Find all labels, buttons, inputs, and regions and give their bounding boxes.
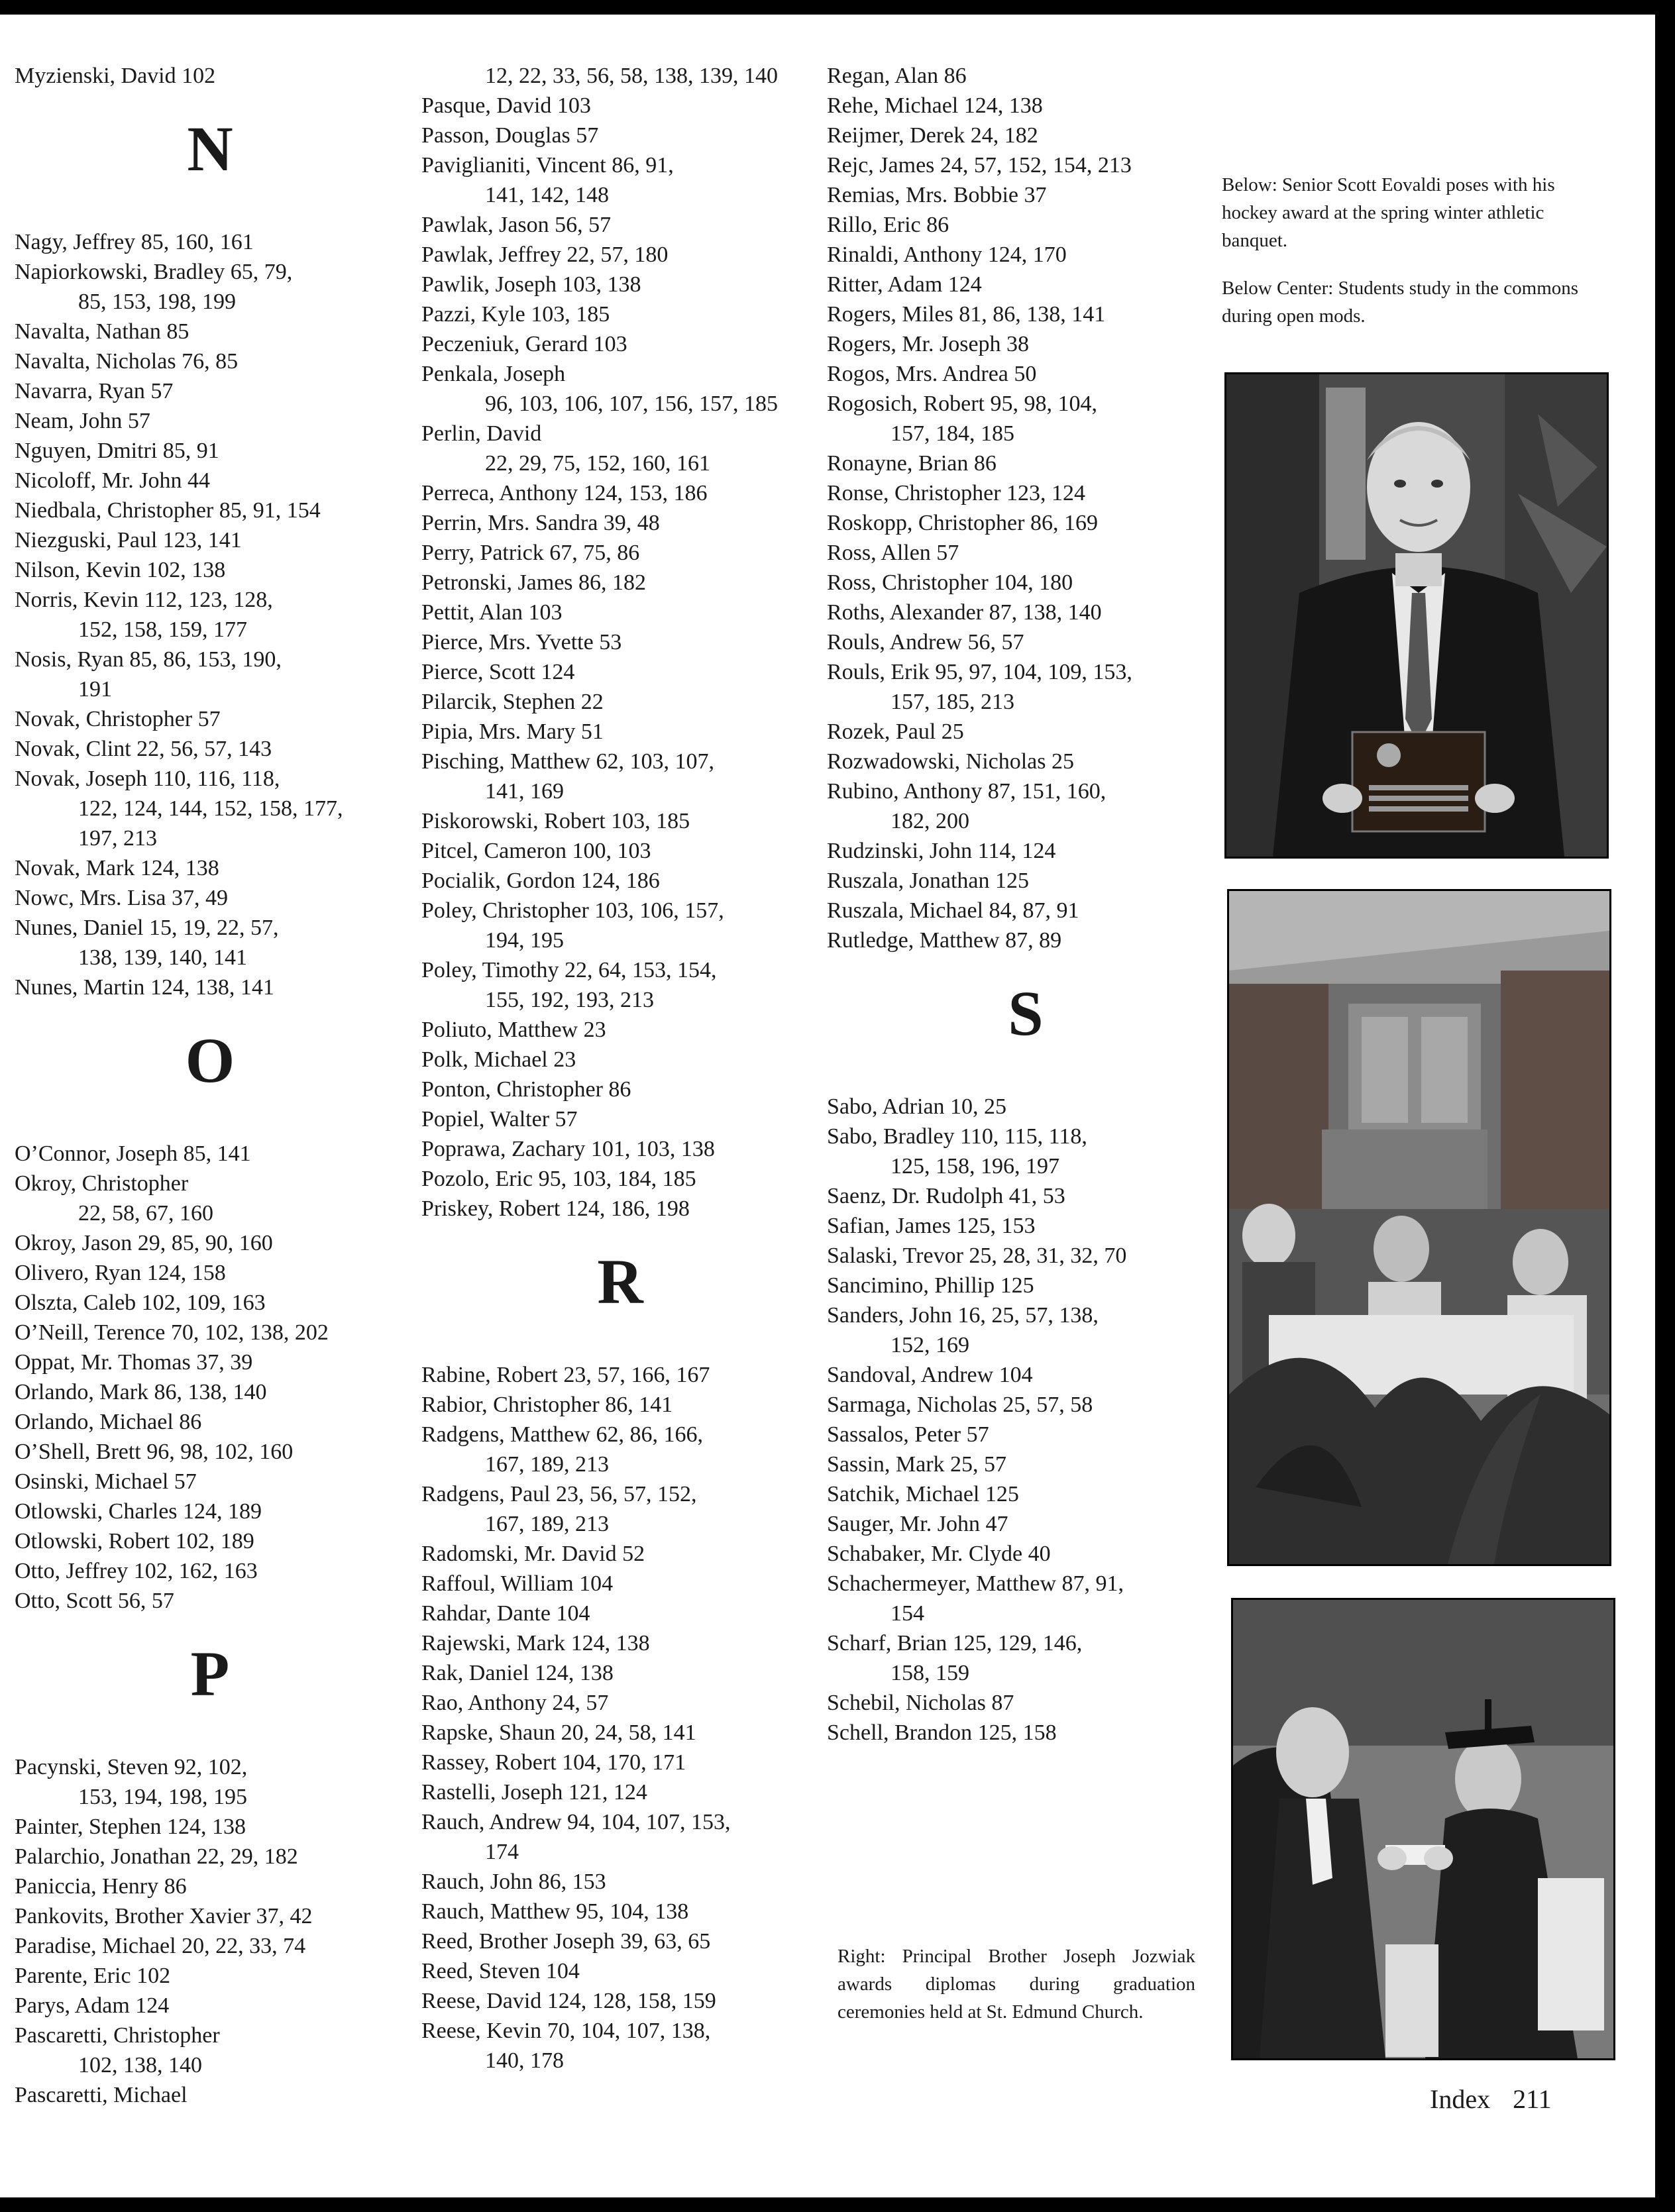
index-entry: Navarra, Ryan 57 (15, 379, 174, 403)
page-border-top (0, 0, 1675, 15)
index-entry: Novak, Joseph 110, 116, 118, (15, 766, 280, 791)
index-entry: Rinaldi, Anthony 124, 170 (827, 242, 1067, 267)
index-entry: Rogers, Miles 81, 86, 138, 141 (827, 302, 1106, 327)
index-entry: Radgens, Paul 23, 56, 57, 152, (421, 1482, 697, 1506)
index-entry-continuation: 174 (485, 1840, 519, 1864)
photo-graduation-diploma (1231, 1598, 1615, 2060)
index-entry: Nosis, Ryan 85, 86, 153, 190, (15, 647, 282, 672)
index-entry: Perrin, Mrs. Sandra 39, 48 (421, 511, 660, 535)
index-entry-continuation: 155, 192, 193, 213 (485, 988, 654, 1012)
index-entry: Petronski, James 86, 182 (421, 570, 647, 595)
index-entry: Reese, David 124, 128, 158, 159 (421, 1989, 716, 2013)
index-entry: Pascaretti, Christopher (15, 2023, 220, 2048)
index-entry: Sabo, Bradley 110, 115, 118, (827, 1124, 1087, 1149)
index-entry: Poliuto, Matthew 23 (421, 1018, 606, 1042)
index-entry: Pierce, Mrs. Yvette 53 (421, 630, 622, 655)
index-entry: Rehe, Michael 124, 138 (827, 93, 1043, 118)
index-entry: Rejc, James 24, 57, 152, 154, 213 (827, 153, 1132, 178)
index-entry-continuation: 138, 139, 140, 141 (78, 945, 247, 970)
index-entry: Perreca, Anthony 124, 153, 186 (421, 481, 708, 505)
index-entry: Poley, Christopher 103, 106, 157, (421, 898, 724, 923)
index-entry: Sauger, Mr. John 47 (827, 1512, 1008, 1536)
index-entry: Pazzi, Kyle 103, 185 (421, 302, 610, 327)
index-entry: Ruszala, Michael 84, 87, 91 (827, 898, 1079, 923)
index-entry: Sancimino, Phillip 125 (827, 1273, 1034, 1298)
index-entry: Rouls, Erik 95, 97, 104, 109, 153, (827, 660, 1132, 684)
index-entry: Pitcel, Cameron 100, 103 (421, 839, 651, 863)
index-entry: Rauch, Matthew 95, 104, 138 (421, 1899, 689, 1924)
index-entry-continuation: 141, 169 (485, 779, 564, 804)
index-entry: Reed, Brother Joseph 39, 63, 65 (421, 1929, 711, 1954)
index-entry: Rudzinski, John 114, 124 (827, 839, 1056, 863)
index-entry: Pasque, David 103 (421, 93, 591, 118)
index-entry: Ross, Allen 57 (827, 541, 959, 565)
index-entry: Reese, Kevin 70, 104, 107, 138, (421, 2019, 711, 2043)
section-letter-heading: R (597, 1246, 643, 1317)
index-entry: Rao, Anthony 24, 57 (421, 1691, 609, 1715)
index-entry: Pascaretti, Michael (15, 2083, 188, 2107)
index-entry: Rapske, Shaun 20, 24, 58, 141 (421, 1720, 696, 1745)
index-entry: Parys, Adam 124 (15, 1993, 170, 2018)
index-entry: Nunes, Daniel 15, 19, 22, 57, (15, 916, 279, 940)
index-entry: Pipia, Mrs. Mary 51 (421, 719, 604, 744)
index-entry: Raffoul, William 104 (421, 1571, 614, 1596)
index-entry: Popiel, Walter 57 (421, 1107, 578, 1132)
index-entry: Paradise, Michael 20, 22, 33, 74 (15, 1934, 306, 1958)
index-entry: Sandoval, Andrew 104 (827, 1363, 1033, 1387)
index-entry: Nowc, Mrs. Lisa 37, 49 (15, 886, 229, 910)
index-entry: Penkala, Joseph (421, 362, 566, 386)
index-entry-continuation: 102, 138, 140 (78, 2053, 202, 2078)
index-entry: Okroy, Jason 29, 85, 90, 160 (15, 1231, 273, 1255)
index-entry-continuation: 122, 124, 144, 152, 158, 177, (78, 796, 343, 821)
index-entry-continuation: 22, 29, 75, 152, 160, 161 (485, 451, 710, 476)
index-entry: Rassey, Robert 104, 170, 171 (421, 1750, 686, 1775)
index-entry-continuation: 194, 195 (485, 928, 564, 953)
index-entry: Navalta, Nathan 85 (15, 319, 189, 344)
index-entry: Salaski, Trevor 25, 28, 31, 32, 70 (827, 1243, 1127, 1268)
index-entry: Otlowski, Robert 102, 189 (15, 1529, 254, 1554)
index-entry: Pettit, Alan 103 (421, 600, 563, 625)
index-entry: Rabior, Christopher 86, 141 (421, 1393, 673, 1417)
index-entry-continuation: 22, 58, 67, 160 (78, 1201, 213, 1226)
page-border-bottom (0, 2197, 1675, 2212)
index-entry: Schebil, Nicholas 87 (827, 1691, 1014, 1715)
index-entry: Navalta, Nicholas 76, 85 (15, 349, 239, 374)
index-entry: Nicoloff, Mr. John 44 (15, 468, 210, 493)
footer-page-number: 211 (1513, 2084, 1552, 2114)
index-entry-continuation: 157, 184, 185 (891, 421, 1014, 446)
index-entry: Olivero, Ryan 124, 158 (15, 1261, 226, 1285)
index-entry: Sarmaga, Nicholas 25, 57, 58 (827, 1393, 1093, 1417)
index-column-2 (421, 61, 819, 2076)
index-entry-continuation: 197, 213 (78, 826, 157, 851)
index-entry: Rogers, Mr. Joseph 38 (827, 332, 1030, 356)
index-entry: Scharf, Brian 125, 129, 146, (827, 1631, 1083, 1656)
index-entry: Oppat, Mr. Thomas 37, 39 (15, 1350, 253, 1375)
index-entry-continuation: 182, 200 (891, 809, 969, 833)
index-entry: Radgens, Matthew 62, 86, 166, (421, 1422, 703, 1447)
index-entry: Perlin, David (421, 421, 542, 446)
index-entry: Pawlak, Jason 56, 57 (421, 213, 612, 237)
index-entry: Sanders, John 16, 25, 57, 138, (827, 1303, 1099, 1328)
index-entry: Pawlak, Jeffrey 22, 57, 180 (421, 242, 669, 267)
index-entry: O’Connor, Joseph 85, 141 (15, 1141, 251, 1166)
index-entry: Pilarcik, Stephen 22 (421, 690, 604, 714)
section-letter-heading: N (187, 113, 233, 184)
index-entry: Schachermeyer, Matthew 87, 91, (827, 1571, 1124, 1596)
index-entry: O’Neill, Terence 70, 102, 138, 202 (15, 1320, 329, 1345)
page-border-right (1655, 0, 1675, 2212)
index-entry-continuation: 125, 158, 196, 197 (891, 1154, 1059, 1179)
index-entry: Radomski, Mr. David 52 (421, 1542, 645, 1566)
caption-students-commons: Below Center: Students study in the commons during open mods. (1222, 278, 1579, 327)
index-entry: Safian, James 125, 153 (827, 1214, 1036, 1238)
index-entry: Rastelli, Joseph 121, 124 (421, 1780, 647, 1805)
index-entry: Okroy, Christopher (15, 1171, 189, 1196)
index-entry: Ross, Christopher 104, 180 (827, 570, 1073, 595)
index-entry: Rajewski, Mark 124, 138 (421, 1631, 650, 1656)
index-entry: Poprawa, Zachary 101, 103, 138 (421, 1137, 715, 1161)
index-entry: Ruszala, Jonathan 125 (827, 869, 1029, 893)
index-entry: Rubino, Anthony 87, 151, 160, (827, 779, 1107, 804)
index-entry: Peczeniuk, Gerard 103 (421, 332, 627, 356)
index-entry-continuation: 12, 22, 33, 56, 58, 138, 139, 140 (485, 64, 778, 88)
index-entry: Novak, Christopher 57 (15, 707, 221, 731)
index-entry: Reed, Steven 104 (421, 1959, 580, 1983)
index-entry: Ritter, Adam 124 (827, 272, 982, 297)
index-entry: Priskey, Robert 124, 186, 198 (421, 1196, 690, 1221)
index-entry: O’Shell, Brett 96, 98, 102, 160 (15, 1440, 294, 1464)
index-entry: Saenz, Dr. Rudolph 41, 53 (827, 1184, 1065, 1208)
index-entry: Rogos, Mrs. Andrea 50 (827, 362, 1037, 386)
index-entry: Perry, Patrick 67, 75, 86 (421, 541, 640, 565)
index-entry: Pacynski, Steven 92, 102, (15, 1755, 248, 1779)
index-entry: Pisching, Matthew 62, 103, 107, (421, 749, 714, 774)
index-entry: Rozek, Paul 25 (827, 719, 964, 744)
index-entry-continuation: 152, 169 (891, 1333, 969, 1357)
index-entry: Ponton, Christopher 86 (421, 1077, 631, 1102)
index-entry: Napiorkowski, Bradley 65, 79, (15, 260, 293, 284)
index-column-1 (15, 61, 405, 2110)
index-entry: Rabine, Robert 23, 57, 166, 167 (421, 1363, 710, 1387)
index-entry: Nguyen, Dmitri 85, 91 (15, 439, 219, 463)
index-entry: Orlando, Mark 86, 138, 140 (15, 1380, 267, 1404)
index-entry-continuation: 158, 159 (891, 1661, 969, 1685)
index-entry: Painter, Stephen 124, 138 (15, 1815, 246, 1839)
index-entry: Pawlik, Joseph 103, 138 (421, 272, 641, 297)
index-entry: Otto, Scott 56, 57 (15, 1589, 174, 1613)
index-entry: Ronse, Christopher 123, 124 (827, 481, 1086, 505)
index-entry: Rouls, Andrew 56, 57 (827, 630, 1024, 655)
index-entry: Niezguski, Paul 123, 141 (15, 528, 242, 553)
index-entry: Pozolo, Eric 95, 103, 184, 185 (421, 1167, 696, 1191)
index-entry: Parente, Eric 102 (15, 1964, 171, 1988)
index-entry: Olszta, Caleb 102, 109, 163 (15, 1290, 266, 1315)
index-entry-continuation: 141, 142, 148 (485, 183, 609, 207)
index-entry: Rozwadowski, Nicholas 25 (827, 749, 1075, 774)
index-entry: Orlando, Michael 86 (15, 1410, 202, 1434)
index-entry: Pankovits, Brother Xavier 37, 42 (15, 1904, 313, 1928)
index-entry: Otlowski, Charles 124, 189 (15, 1499, 262, 1524)
section-letter-heading: P (190, 1638, 230, 1709)
index-entry: Rauch, John 86, 153 (421, 1870, 606, 1894)
photo-graduation-diploma-image (1233, 1600, 1613, 2058)
caption-scott-eovaldi: Below: Senior Scott Eovaldi poses with his hockey award at the spring winter athletic banquet. (1222, 174, 1555, 251)
index-entry: Nunes, Martin 124, 138, 141 (15, 975, 274, 1000)
index-entry: Niedbala, Christopher 85, 91, 154 (15, 498, 321, 523)
index-entry-continuation: 167, 189, 213 (485, 1452, 609, 1477)
index-entry: Rillo, Eric 86 (827, 213, 949, 237)
index-entry: Paviglianiti, Vincent 86, 91, (421, 153, 674, 178)
index-entry: Paniccia, Henry 86 (15, 1874, 187, 1899)
index-entry: Rutledge, Matthew 87, 89 (827, 928, 1062, 953)
photo-hockey-award-image (1226, 374, 1607, 857)
index-entry-continuation: 191 (78, 677, 112, 702)
index-entry: Sassin, Mark 25, 57 (827, 1452, 1007, 1477)
section-letter-heading: O (185, 1025, 235, 1096)
index-entry-continuation: 85, 153, 198, 199 (78, 290, 236, 314)
index-entry: Rauch, Andrew 94, 104, 107, 153, (421, 1810, 731, 1834)
index-entry: Rogosich, Robert 95, 98, 104, (827, 392, 1097, 416)
index-entry: Pierce, Scott 124 (421, 660, 575, 684)
index-entry: Sabo, Adrian 10, 25 (827, 1094, 1007, 1119)
index-entry: Novak, Clint 22, 56, 57, 143 (15, 737, 272, 761)
footer-section-label: Index (1430, 2084, 1491, 2114)
section-letter-heading: S (1008, 978, 1044, 1049)
index-entry: Ronayne, Brian 86 (827, 451, 997, 476)
photo-students-commons (1227, 889, 1611, 1566)
index-entry: Myzienski, David 102 (15, 64, 216, 88)
index-entry: Roths, Alexander 87, 138, 140 (827, 600, 1102, 625)
index-entry: Nilson, Kevin 102, 138 (15, 558, 226, 582)
index-entry-continuation: 152, 158, 159, 177 (78, 617, 247, 642)
index-entry: Rak, Daniel 124, 138 (421, 1661, 614, 1685)
index-entry: Novak, Mark 124, 138 (15, 856, 219, 880)
index-entry: Polk, Michael 23 (421, 1047, 576, 1072)
index-entry: Passon, Douglas 57 (421, 123, 599, 148)
index-entry: Rahdar, Dante 104 (421, 1601, 590, 1626)
index-entry: Neam, John 57 (15, 409, 150, 433)
index-entry-continuation: 167, 189, 213 (485, 1512, 609, 1536)
index-entry: Regan, Alan 86 (827, 64, 967, 88)
index-entry-continuation: 96, 103, 106, 107, 156, 157, 185 (485, 392, 778, 416)
index-entry-continuation: 153, 194, 198, 195 (78, 1785, 247, 1809)
index-entry-continuation: 140, 178 (485, 2048, 564, 2073)
index-entry: Pocialik, Gordon 124, 186 (421, 869, 660, 893)
caption-principal-diplomas: Right: Principal Brother Joseph Jozwiak awards diplomas during graduation ceremonies held at St. Edmund Church. (838, 1946, 1195, 2023)
index-entry: Palarchio, Jonathan 22, 29, 182 (15, 1844, 298, 1869)
index-entry: Schell, Brandon 125, 158 (827, 1720, 1057, 1745)
index-entry: Reijmer, Derek 24, 182 (827, 123, 1038, 148)
index-entry: Sassalos, Peter 57 (827, 1422, 989, 1447)
photo-hockey-award (1224, 372, 1609, 859)
index-entry-continuation: 154 (891, 1601, 924, 1626)
index-entry: Poley, Timothy 22, 64, 153, 154, (421, 958, 717, 982)
photo-students-commons-image (1229, 891, 1609, 1564)
index-entry: Schabaker, Mr. Clyde 40 (827, 1542, 1051, 1566)
index-column-3 (827, 61, 1224, 1748)
index-entry: Nagy, Jeffrey 85, 160, 161 (15, 230, 254, 254)
index-entry: Remias, Mrs. Bobbie 37 (827, 183, 1047, 207)
index-entry: Norris, Kevin 112, 123, 128, (15, 588, 273, 612)
index-entry-continuation: 157, 185, 213 (891, 690, 1014, 714)
index-entry: Otto, Jeffrey 102, 162, 163 (15, 1559, 258, 1583)
index-entry: Osinski, Michael 57 (15, 1469, 197, 1494)
index-entry: Piskorowski, Robert 103, 185 (421, 809, 690, 833)
index-entry: Roskopp, Christopher 86, 169 (827, 511, 1098, 535)
page-footer (1430, 2083, 1574, 2115)
index-entry: Satchik, Michael 125 (827, 1482, 1019, 1506)
